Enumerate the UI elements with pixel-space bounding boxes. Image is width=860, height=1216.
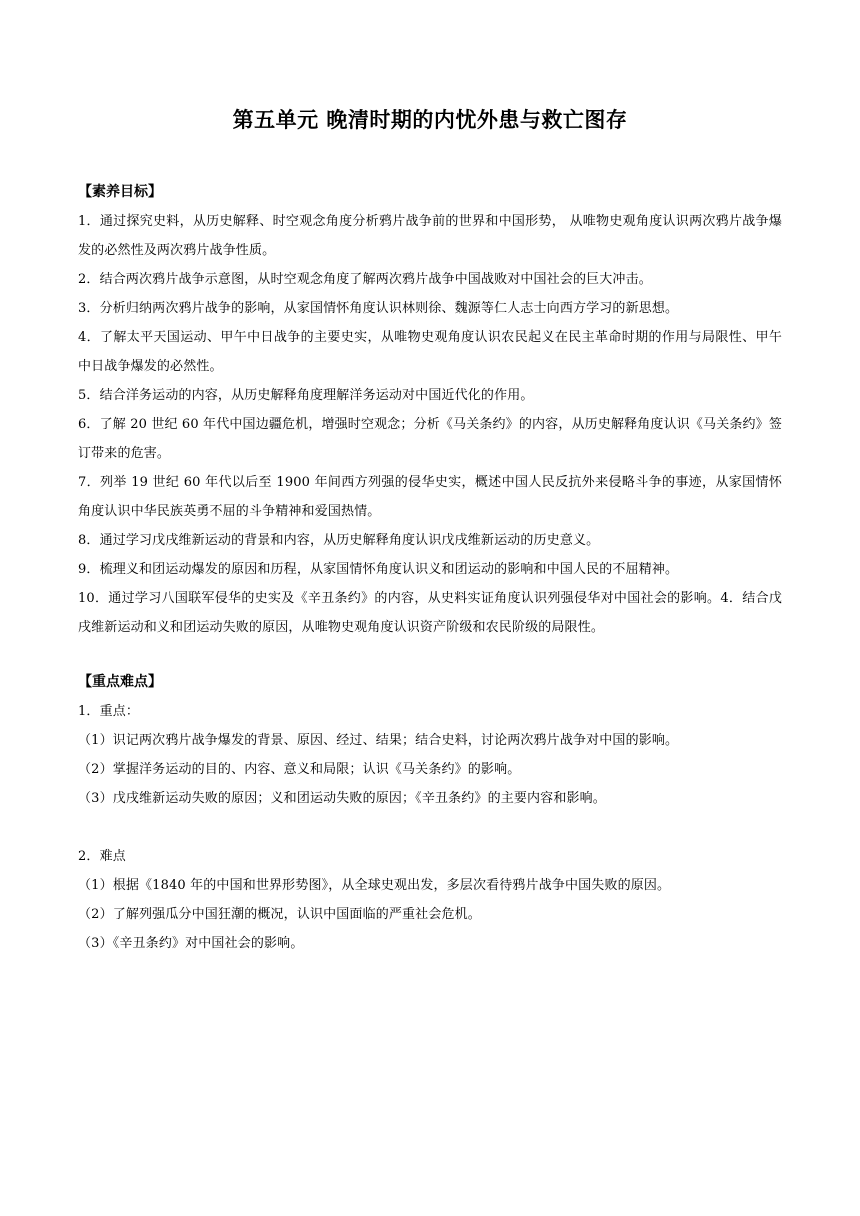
goal-item: 10．通过学习八国联军侵华的史实及《辛丑条约》的内容，从史料实证角度认识列强侵华对中国社会的影响。4．结合戊戌维新运动和义和团运动失败的原因，从唯物史观角度认识资产阶级和农民阶级的局限性。: [78, 591, 782, 635]
difficulty-label: 2．难点: [78, 849, 126, 864]
difficulty-item: （1）根据《1840 年的中国和世界形势图》，从全球史观出发，多层次看待鸦片战争中国失败的原因。: [78, 878, 671, 893]
focus-item: （2）掌握洋务运动的目的、内容、意义和局限；认识《马关条约》的影响。: [78, 762, 521, 777]
spacer: [78, 813, 782, 842]
page-title: 第五单元 晚清时期的内忧外患与救亡图存: [232, 108, 628, 132]
goal-item: 1．通过探究史料，从历史解释、时空观念角度分析鸦片战争前的世界和中国形势， 从唯物史观角度认识两次鸦片战争爆发的必然性及两次鸦片战争性质。: [78, 214, 782, 258]
goal-item: 2．结合两次鸦片战争示意图，从时空观念角度了解两次鸦片战争中国战败对中国社会的巨大冲击。: [78, 272, 652, 287]
difficulty-item: （3）《辛丑条约》对中国社会的影响。: [78, 936, 304, 951]
goal-item: 9．梳理义和团运动爆发的原因和历程，从家国情怀角度认识义和团运动的影响和中国人民的不屈精神。: [78, 562, 679, 577]
document-page: [78, 0, 782, 958]
goal-item: 8．通过学习戊戌维新运动的背景和内容，从历史解释角度认识戊戌维新运动的历史意义。: [78, 533, 600, 548]
focus-item: （3）戊戌维新运动失败的原因；义和团运动失败的原因；《辛丑条约》的主要内容和影响。: [78, 791, 606, 806]
difficulty-block: [78, 842, 782, 958]
section-heading-key-points: 【重点难点】: [78, 674, 162, 690]
focus-item: （1）识记两次鸦片战争爆发的背景、原因、经过、结果；结合史料，讨论两次鸦片战争对中国的影响。: [78, 733, 679, 748]
difficulty-item: （2）了解列强瓜分中国狂潮的概况，认识中国面临的严重社会危机。: [78, 907, 481, 922]
focus-block: [78, 697, 782, 813]
goal-item: 6．了解 20 世纪 60 年代中国边疆危机，增强时空观念；分析《马关条约》的内容，从历史解释角度认识《马关条约》签订带来的危害。: [78, 417, 782, 461]
goal-item: 4．了解太平天国运动、甲午中日战争的主要史实，从唯物史观角度认识农民起义在民主革命时期的作用与局限性、甲午中日战争爆发的必然性。: [78, 330, 782, 374]
focus-label: 1．重点：: [78, 704, 140, 719]
section-heading-goals: 【素养目标】: [78, 184, 162, 200]
goal-item: 7．列举 19 世纪 60 年代以后至 1900 年间西方列强的侵华史实，概述中国人民反抗外来侵略斗争的事迹，从家国情怀角度认识中华民族英勇不屈的斗争精神和爱国热情。: [78, 475, 782, 519]
goal-item: 3．分析归纳两次鸦片战争的影响，从家国情怀角度认识林则徐、魏源等仁人志士向西方学习的新思想。: [78, 301, 679, 316]
goals-list: [78, 207, 782, 642]
goal-item: 5．结合洋务运动的内容，从历史解释角度理解洋务运动对中国近代化的作用。: [78, 388, 534, 403]
